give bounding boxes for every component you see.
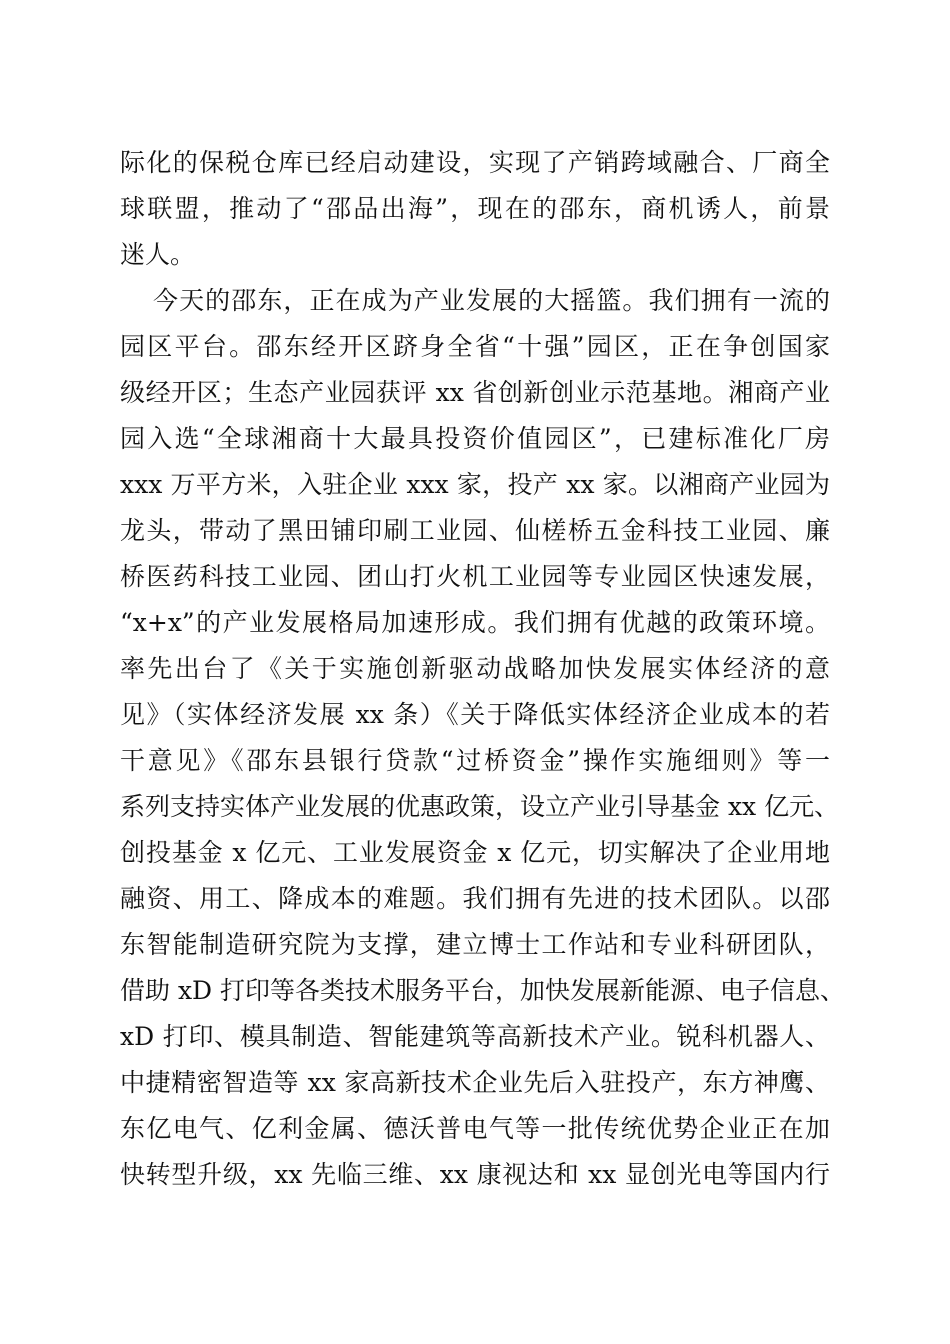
text-line: 融资、用工、降成本的难题。我们拥有先进的技术团队。以邵 (120, 884, 830, 913)
text-line: 际化的保税仓库已经启动建设，实现了产销跨域融合、厂商全 (120, 148, 830, 177)
text-line: 系列支持实体产业发展的优惠政策，设立产业引导基金 xx 亿元、 (120, 792, 840, 821)
text-line: 园入选“全球湘商十大最具投资价值园区”，已建标准化厂房 (120, 424, 830, 453)
text-line: 龙头，带动了黑田铺印刷工业园、仙槎桥五金科技工业园、廉 (120, 516, 830, 545)
text-line: 快转型升级，xx 先临三维、xx 康视达和 xx 显创光电等国内行 (120, 1160, 830, 1189)
text-line: 级经开区；生态产业园获评 xx 省创新创业示范基地。湘商产业 (120, 378, 830, 407)
text-line: 东智能制造研究院为支撑，建立博士工作站和专业科研团队， (120, 930, 830, 959)
text-line: 借助 xD 打印等各类技术服务平台，加快发展新能源、电子信息、 (120, 976, 846, 1005)
text-line: “x+x”的产业发展格局加速形成。我们拥有优越的政策环境。 (120, 608, 830, 637)
text-line: 率先出台了《关于实施创新驱动战略加快发展实体经济的意 (120, 654, 830, 683)
document-body (120, 140, 846, 1198)
text-line: 迷人。 (120, 240, 196, 269)
text-line: 桥医药科技工业园、团山打火机工业园等专业园区快速发展， (120, 562, 830, 591)
text-line: 东亿电气、亿利金属、德沃普电气等一批传统优势企业正在加 (120, 1114, 830, 1143)
text-line: 见》（实体经济发展 xx 条）《关于降低实体经济企业成本的若 (120, 700, 830, 729)
text-line: xxx 万平方米，入驻企业 xxx 家，投产 xx 家。以湘商产业园为 (120, 470, 830, 499)
text-line: 今天的邵东，正在成为产业发展的大摇篮。我们拥有一流的 (153, 286, 830, 315)
text-line: 干意见》《邵东县银行贷款“过桥资金”操作实施细则》等一 (120, 746, 830, 775)
text-line: 中捷精密智造等 xx 家高新技术企业先后入驻投产，东方神鹰、 (120, 1068, 830, 1097)
text-line: 球联盟，推动了“邵品出海”，现在的邵东，商机诱人，前景 (120, 194, 830, 223)
paragraph-2 (120, 278, 846, 1198)
text-line: xD 打印、模具制造、智能建筑等高新技术产业。锐科机器人、 (120, 1022, 830, 1051)
paragraph-1 (120, 140, 830, 278)
text-line: 园区平台。邵东经开区跻身全省“十强”园区，正在争创国家 (120, 332, 830, 361)
text-line: 创投基金 x 亿元、工业发展资金 x 亿元，切实解决了企业用地 (120, 838, 830, 867)
